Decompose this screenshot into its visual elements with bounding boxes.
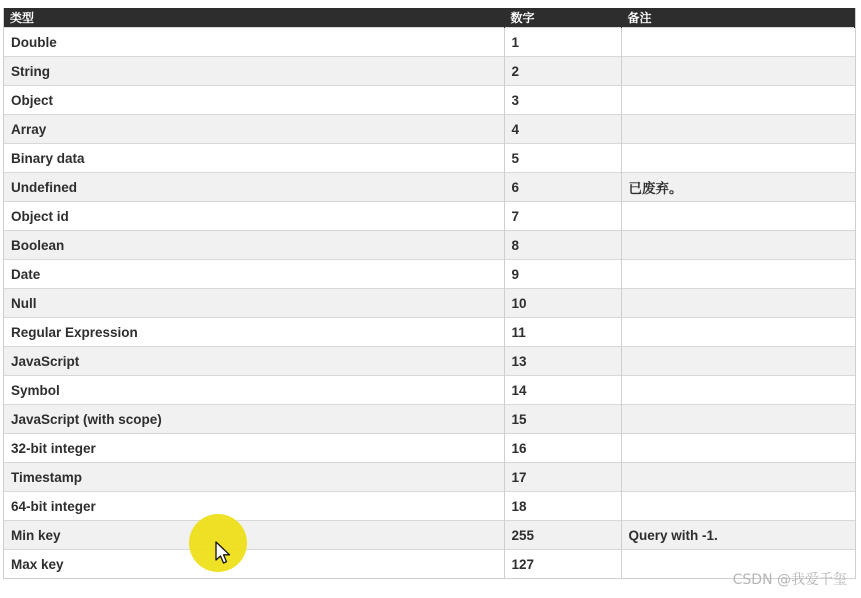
bson-type-table — [4, 8, 855, 578]
type-cell: Object id — [4, 202, 504, 231]
table-row — [4, 173, 855, 202]
note-cell — [621, 289, 855, 318]
number-cell: 16 — [504, 434, 621, 463]
table-row — [4, 202, 855, 231]
number-cell: 6 — [504, 173, 621, 202]
table-row — [4, 289, 855, 318]
number-cell: 1 — [504, 28, 621, 57]
note-cell — [621, 492, 855, 521]
mouse-pointer-icon — [214, 541, 232, 565]
type-cell: JavaScript (with scope) — [4, 405, 504, 434]
type-cell: String — [4, 57, 504, 86]
type-cell: Null — [4, 289, 504, 318]
number-cell: 4 — [504, 115, 621, 144]
type-cell: Double — [4, 28, 504, 57]
table-header — [4, 8, 855, 28]
number-cell: 18 — [504, 492, 621, 521]
type-cell: Array — [4, 115, 504, 144]
number-cell: 2 — [504, 57, 621, 86]
table-row — [4, 144, 855, 173]
table-row — [4, 405, 855, 434]
note-cell — [621, 347, 855, 376]
header-note: 备注 — [621, 8, 855, 28]
note-cell — [621, 202, 855, 231]
table-row — [4, 57, 855, 86]
note-cell — [621, 405, 855, 434]
note-cell — [621, 57, 855, 86]
table-row — [4, 521, 855, 550]
number-cell: 3 — [504, 86, 621, 115]
number-cell: 15 — [504, 405, 621, 434]
note-cell — [621, 231, 855, 260]
number-cell: 9 — [504, 260, 621, 289]
table-row — [4, 434, 855, 463]
type-cell: Symbol — [4, 376, 504, 405]
note-cell: Query with -1. — [621, 521, 855, 550]
type-cell: 64-bit integer — [4, 492, 504, 521]
type-cell: Boolean — [4, 231, 504, 260]
type-cell: Max key — [4, 550, 504, 579]
table-row — [4, 376, 855, 405]
table-row — [4, 318, 855, 347]
table-row — [4, 231, 855, 260]
note-cell: 已废弃。 — [621, 173, 855, 202]
type-cell: 32-bit integer — [4, 434, 504, 463]
number-cell: 255 — [504, 521, 621, 550]
number-cell: 10 — [504, 289, 621, 318]
number-cell: 127 — [504, 550, 621, 579]
note-cell — [621, 260, 855, 289]
number-cell: 17 — [504, 463, 621, 492]
number-cell: 8 — [504, 231, 621, 260]
table-row — [4, 115, 855, 144]
type-cell: Object — [4, 86, 504, 115]
note-cell — [621, 144, 855, 173]
number-cell: 13 — [504, 347, 621, 376]
number-cell: 14 — [504, 376, 621, 405]
header-number: 数字 — [504, 8, 621, 28]
table-row — [4, 463, 855, 492]
note-cell — [621, 318, 855, 347]
type-cell: Regular Expression — [4, 318, 504, 347]
type-cell: Min key — [4, 521, 504, 550]
note-cell — [621, 376, 855, 405]
table-row — [4, 492, 855, 521]
note-cell — [621, 28, 855, 57]
note-cell — [621, 434, 855, 463]
table-body — [4, 28, 855, 579]
type-cell: Timestamp — [4, 463, 504, 492]
type-cell: Date — [4, 260, 504, 289]
table-row — [4, 28, 855, 57]
number-cell: 7 — [504, 202, 621, 231]
type-cell: Undefined — [4, 173, 504, 202]
note-cell — [621, 115, 855, 144]
number-cell: 5 — [504, 144, 621, 173]
number-cell: 11 — [504, 318, 621, 347]
note-cell — [621, 86, 855, 115]
table-row — [4, 260, 855, 289]
table-row — [4, 550, 855, 579]
table-row — [4, 86, 855, 115]
header-type: 类型 — [4, 8, 504, 28]
type-cell: Binary data — [4, 144, 504, 173]
note-cell — [621, 463, 855, 492]
table-row — [4, 347, 855, 376]
header-row — [4, 8, 855, 28]
watermark: CSDN @我爱千玺 — [732, 572, 847, 588]
bson-type-table-container — [3, 8, 856, 579]
type-cell: JavaScript — [4, 347, 504, 376]
